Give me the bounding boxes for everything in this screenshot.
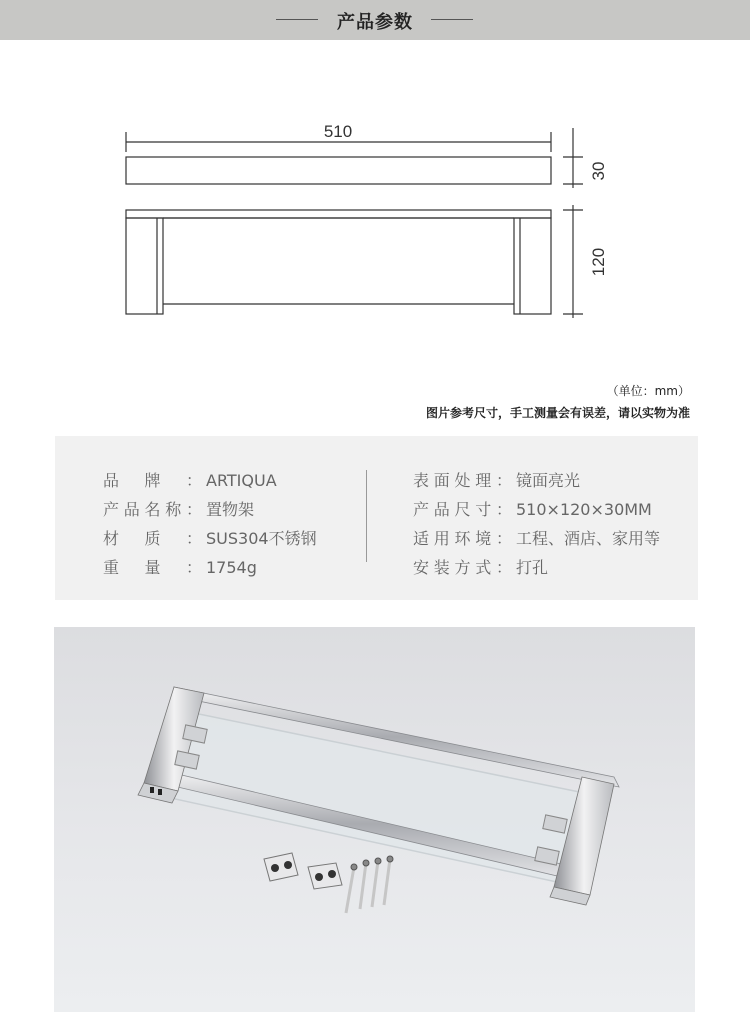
section-header xyxy=(0,0,750,40)
spec-divider xyxy=(366,470,367,562)
spec-value: 镜面亮光 xyxy=(516,471,581,490)
spec-key: 表面处理： xyxy=(413,471,512,490)
spec-value: 工程、酒店、家用等 xyxy=(516,529,661,548)
spec-key: 材质： xyxy=(103,529,202,548)
spec-row-finish xyxy=(413,468,660,497)
spec-key: 重量： xyxy=(103,558,202,577)
spec-column-left xyxy=(103,468,317,584)
spec-key: 安装方式： xyxy=(413,558,512,577)
shelf-rail-outline xyxy=(126,210,551,218)
spec-key: 品牌： xyxy=(103,471,202,490)
spec-row-weight xyxy=(103,555,317,584)
spec-value: SUS304不锈钢 xyxy=(206,529,317,548)
screws xyxy=(346,856,393,913)
front-view xyxy=(126,205,583,318)
dimension-drawing xyxy=(0,40,750,370)
top-view xyxy=(126,128,583,188)
unit-note: （单位：mm） xyxy=(606,384,690,398)
spec-row-brand xyxy=(103,468,317,497)
product-photo xyxy=(54,627,695,1012)
spec-row-material xyxy=(103,526,317,555)
spec-key: 产品名称： xyxy=(103,500,202,519)
shelf-top-outline xyxy=(126,157,551,184)
mounting-blocks xyxy=(264,853,342,889)
spec-value: 510×120×30MM xyxy=(516,500,652,519)
header-rule-right xyxy=(431,19,473,20)
shelf-illustration xyxy=(54,627,695,1012)
disclaimer-note: 图片参考尺寸，手工测量会有误差，请以实物为准 xyxy=(425,406,690,420)
spec-value: ARTIQUA xyxy=(206,471,277,490)
height-label: 120 xyxy=(589,247,608,277)
spec-value: 1754g xyxy=(206,558,257,577)
spec-value: 打孔 xyxy=(516,558,549,577)
spec-row-size xyxy=(413,497,660,526)
spec-row-usage xyxy=(413,526,660,555)
depth-label: 30 xyxy=(589,161,608,181)
spec-panel xyxy=(55,436,698,600)
width-label: 510 xyxy=(323,122,353,141)
spec-row-installation xyxy=(413,555,660,584)
spec-key: 适用环境： xyxy=(413,529,512,548)
spec-column-right xyxy=(413,468,660,584)
spec-key: 产品尺寸： xyxy=(413,500,512,519)
spec-row-product-name xyxy=(103,497,317,526)
spec-value: 置物架 xyxy=(206,500,255,519)
section-title: 产品参数 xyxy=(337,12,413,33)
